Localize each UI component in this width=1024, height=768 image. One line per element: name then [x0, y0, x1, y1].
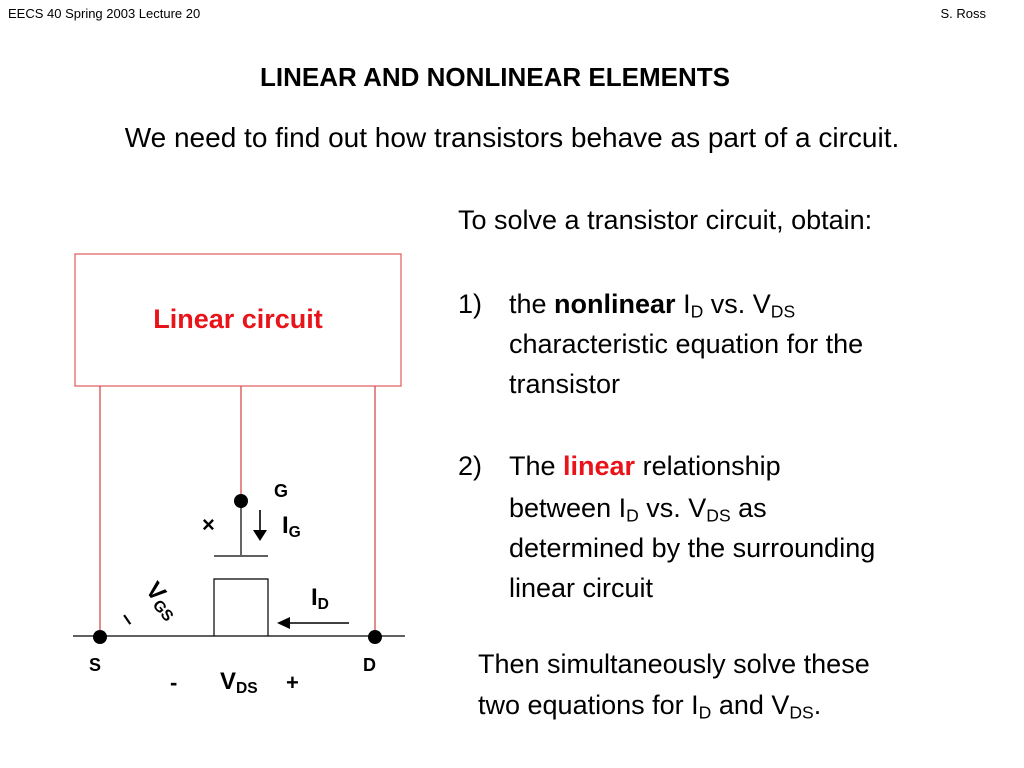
- header-author: S. Ross: [940, 6, 986, 21]
- step2-line2: between $I_D$ vs. $V_{DS}$ as: [509, 493, 767, 526]
- drain-label: D: [363, 655, 376, 675]
- vds-label: $V_{DS}$: [220, 668, 258, 697]
- vgs-plus-sign: ×: [202, 512, 215, 537]
- vgs-label: $V_{GS}$: [140, 577, 177, 626]
- header-course: EECS 40 Spring 2003 Lecture 20: [8, 6, 201, 21]
- step1-line2: characteristic equation for the: [509, 329, 864, 359]
- source-label: S: [89, 655, 102, 675]
- vgs-minus-sign: –: [114, 606, 143, 631]
- procedure-lead: To solve a transistor circuit, obtain:: [458, 205, 873, 235]
- drain-terminal: [368, 630, 382, 644]
- drain-current-label: $I_D$: [311, 584, 329, 613]
- step1-number: 1): [458, 289, 483, 319]
- gate-current-label: $I_G$: [282, 512, 301, 541]
- ig-arrow-head: [253, 530, 267, 541]
- source-terminal: [93, 630, 107, 644]
- vds-minus-sign: -: [170, 670, 178, 695]
- id-arrow-head: [277, 617, 290, 629]
- step1-line3: transistor: [509, 369, 621, 399]
- step2-line1: The linear relationship: [509, 451, 781, 481]
- step2-number: 2): [458, 451, 483, 481]
- gate-label: G: [274, 481, 289, 501]
- page-title: LINEAR AND NONLINEAR ELEMENTS: [260, 62, 730, 92]
- linear-circuit-label: Linear circuit: [153, 304, 323, 334]
- step2-line3: determined by the surrounding: [509, 533, 876, 563]
- step1-line1: the nonlinear $I_D$ vs. $V_{DS}$: [509, 289, 796, 322]
- conclusion-line2: two equations for $I_D$ and $V_{DS}$.: [478, 690, 822, 723]
- step2-line4: linear circuit: [509, 573, 654, 603]
- channel: [214, 579, 268, 636]
- vds-plus-sign: +: [286, 670, 299, 695]
- intro-text: We need to find out how transistors behave as part of a circuit.: [124, 122, 900, 153]
- gate-terminal: [234, 494, 248, 508]
- conclusion-line1: Then simultaneously solve these: [478, 649, 870, 679]
